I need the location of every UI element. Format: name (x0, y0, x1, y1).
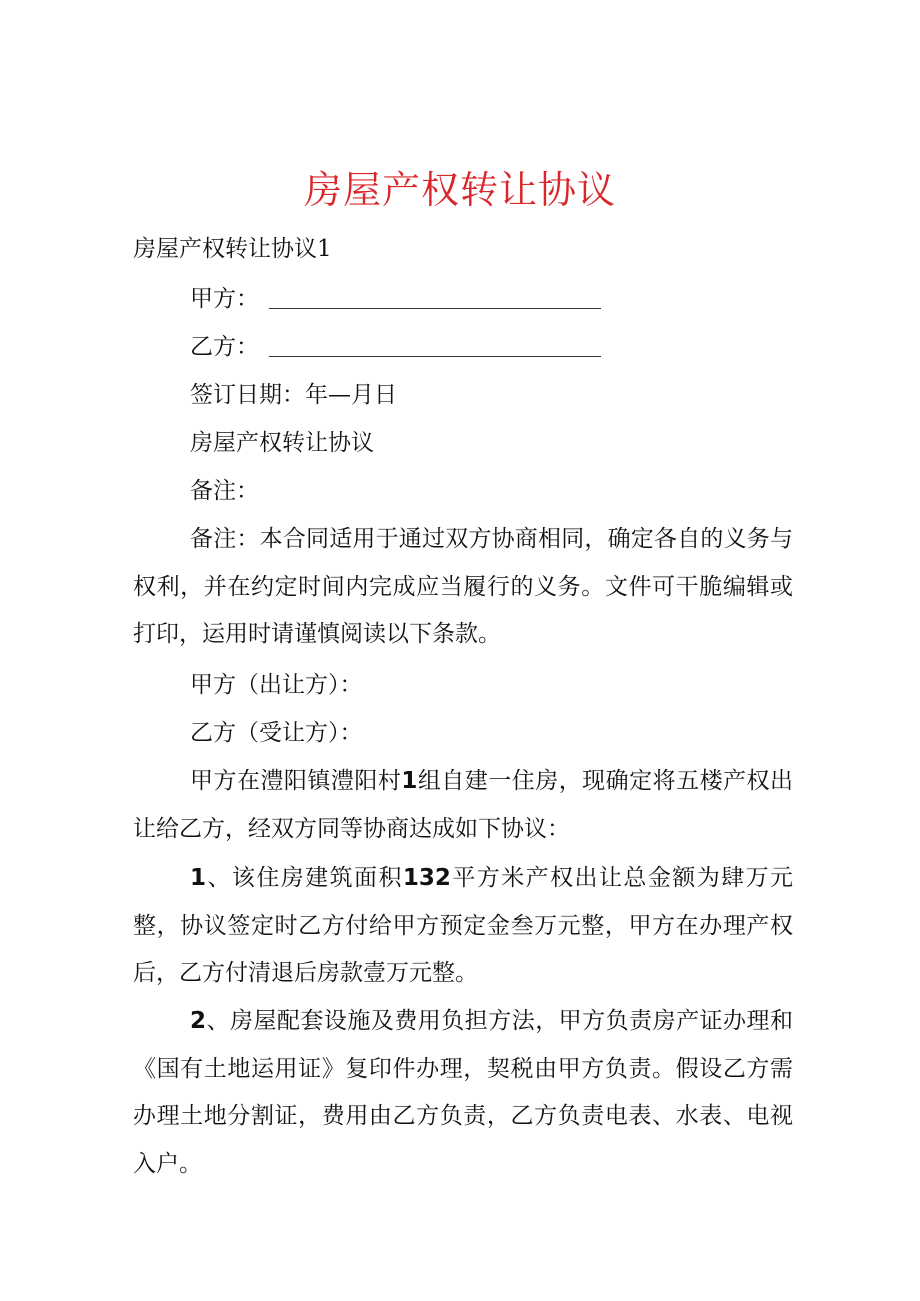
document-subtitle: 房屋产权转让协议1 (133, 236, 332, 262)
seller-line: 甲方（出让方）： (190, 672, 363, 698)
clause-1-paragraph (133, 855, 793, 998)
party-a-blank (269, 286, 601, 309)
clause-1-number: 1 (190, 865, 207, 891)
clause-1-text-2: 平方米产权出让总金额为肆万元整，协议签定时乙方付给甲方预定金叁万元整，甲方在办理产权后，乙方付清退后房款壹万元整。 (133, 865, 794, 986)
document-title: 房屋产权转让协议 (303, 168, 616, 212)
clause-2-text: 、房屋配套设施及费用负担方法，甲方负责房产证办理和《国有土地运用证》复印件办理，契税由甲方负责。假设乙方需办理土地分割证，费用由乙方负责，乙方负责电表、水表、电视入户。 (133, 1008, 793, 1177)
clause-2-number: 2 (190, 1008, 207, 1034)
clause-1-area: 132 (402, 865, 451, 891)
party-a-label: 甲方： (190, 286, 259, 312)
party-b-blank (269, 334, 601, 357)
clause-2-paragraph (133, 998, 793, 1188)
intro-text-2: 组自建一住房，现确定将五楼产权出让给乙方，经双方同等协商达成如下协议： (133, 768, 794, 842)
clause-1-text-1: 、该住房建筑面积 (206, 865, 403, 891)
intro-text-1: 甲方在澧阳镇澧阳村 (190, 768, 402, 794)
buyer-line: 乙方（受让方）： (190, 720, 363, 746)
note-paragraph: 备注：本合同适用于通过双方协商相同，确定各自的义务与权利，并在约定时间内完成应当履行的义务。文件可干脆编辑或打印，运用时请谨慎阅读以下条款。 (133, 526, 793, 647)
sign-date: 签订日期：年—月日 (190, 382, 397, 408)
party-a-line (190, 282, 601, 316)
intro-paragraph (133, 758, 793, 853)
party-b-label: 乙方： (190, 334, 259, 360)
intro-group-number: 1 (401, 768, 418, 794)
note-label: 备注： (190, 478, 259, 504)
party-b-line (190, 330, 601, 364)
agreement-name: 房屋产权转让协议 (190, 430, 374, 456)
